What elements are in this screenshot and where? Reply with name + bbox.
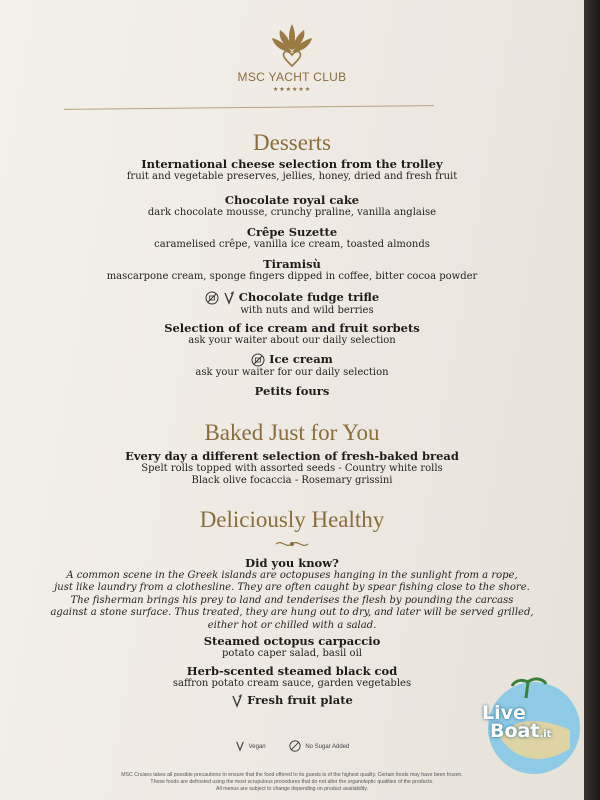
item-title: Steamed octopus carpaccio (203, 634, 381, 648)
story-line: against a stone surface. Thus treated, they are hung out to dry, and later will be served grilled, (50, 607, 534, 619)
item-title: Selection of ice cream and fruit sorbets (164, 321, 420, 335)
ornament-icon (272, 537, 312, 551)
no-sugar-icon (251, 353, 265, 367)
menu-item (0, 352, 584, 379)
menu-item (0, 225, 584, 251)
legend-no-sugar: No Sugar Added (305, 744, 350, 750)
no-sugar-icon (289, 740, 301, 752)
section-title-desserts: Desserts (253, 130, 331, 155)
menu-item (0, 634, 584, 660)
did-you-know-heading: Did you know? (245, 556, 339, 570)
footer-line: MSC Cruises takes all possible precautions to ensure that the food offered to its guests is of the highest quality. Certain foods may have been frozen. (121, 772, 463, 778)
item-title: Chocolate royal cake (224, 193, 360, 207)
story-line: just like laundry from a clothesline. They are often caught by spear fishing close to the shore. (54, 582, 530, 594)
footer-line: These foods are defrosted using the most scrupulous procedures that do not alter the organoleptic qualities of the products. (150, 779, 434, 785)
header-divider (64, 105, 434, 110)
section-title-baked: Baked Just for You (204, 420, 380, 445)
item-desc: caramelised crêpe, vanilla ice cream, toasted almonds (154, 239, 430, 250)
vegan-icon (235, 740, 245, 752)
story-line: The fisherman brings his prey to land and tenderises the flesh by pounding the carcass (70, 594, 514, 606)
menu-item (0, 321, 584, 347)
item-title: Every day a different selection of fresh-baked bread (125, 449, 459, 463)
item-title: International cheese selection from the trolley (141, 157, 443, 171)
no-sugar-icon (205, 291, 219, 305)
menu-item (0, 257, 584, 283)
item-desc: Spelt rolls topped with assorted seeds - Country white rolls (141, 463, 443, 474)
story-line: either hot or chilled with a salad. (207, 619, 377, 631)
ornament (0, 536, 584, 555)
story-line: A common scene in the Greek islands are octopuses hanging in the sunlight from a rope, (66, 570, 518, 581)
menu-item (0, 290, 584, 317)
did-you-know-block (0, 556, 584, 632)
watermark-logo (478, 668, 590, 784)
menu-item (0, 449, 584, 487)
vegan-icon (223, 291, 235, 305)
brand-stars: ★★★★★★ (272, 86, 312, 93)
item-title: Fresh fruit plate (247, 693, 353, 707)
baked-section (0, 420, 584, 446)
desserts-section (0, 130, 584, 156)
item-title: Petits fours (254, 384, 330, 398)
item-desc: saffron potato cream sauce, garden vegetables (172, 678, 412, 689)
watermark-live: Live (482, 702, 526, 724)
brand-logo (0, 22, 584, 93)
item-title: Tiramisù (263, 257, 321, 271)
item-desc: dark chocolate mousse, crunchy praline, vanilla anglaise (147, 207, 437, 218)
item-desc: potato caper salad, basil oil (222, 648, 362, 659)
lotus-icon (268, 22, 316, 68)
menu-item (0, 157, 584, 183)
item-desc: ask your waiter for our daily selection (195, 367, 389, 378)
item-desc: Black olive focaccia - Rosemary grissini (191, 475, 393, 486)
menu-item (0, 384, 584, 398)
section-title-healthy: Deliciously Healthy (199, 507, 385, 532)
healthy-section (0, 507, 584, 533)
legend-vegan: Vegan (248, 744, 266, 750)
brand-name: MSC YACHT CLUB (237, 70, 347, 84)
item-title: Chocolate fudge trifle (238, 290, 380, 304)
watermark-suffix: .it (539, 729, 552, 740)
item-title: Crêpe Suzette (246, 225, 338, 239)
item-desc: fruit and vegetable preserves, jellies, honey, dried and fresh fruit (126, 171, 458, 182)
item-desc: mascarpone cream, sponge fingers dipped in coffee, bitter cocoa powder (106, 271, 478, 282)
item-title: Herb-scented steamed black cod (186, 664, 398, 678)
item-desc: ask your waiter about our daily selection (188, 335, 396, 346)
vegan-icon (231, 694, 243, 708)
item-title: Ice cream (269, 352, 333, 366)
menu-item (0, 193, 584, 219)
footer-line: All menus are subject to change depending on product availability. (216, 786, 368, 792)
watermark-boat: Boat (490, 720, 540, 742)
item-desc: with nuts and wild berries (240, 305, 374, 316)
